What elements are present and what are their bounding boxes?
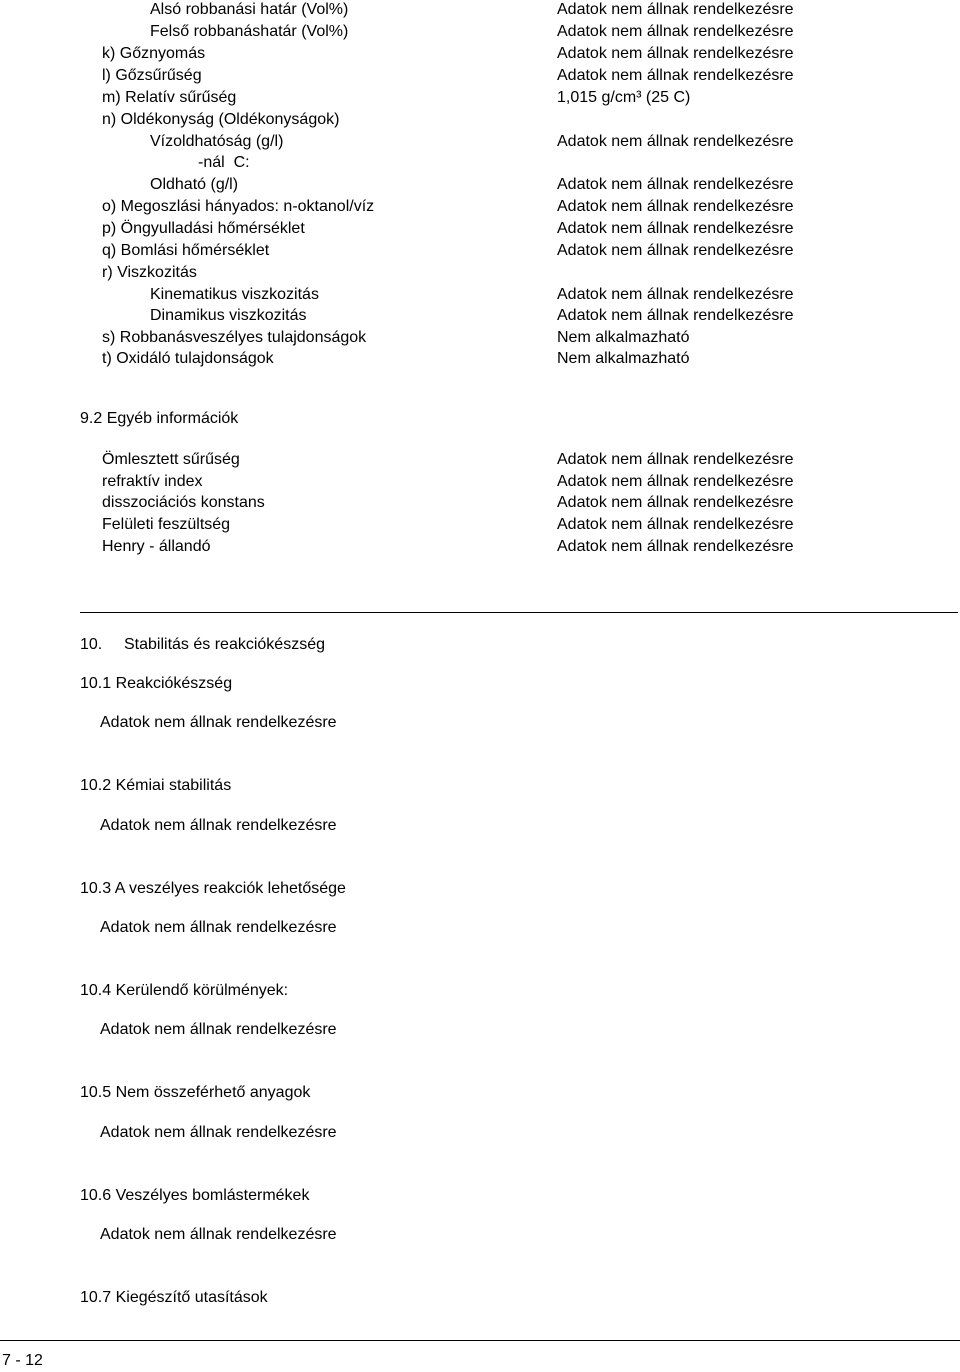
info-value: Adatok nem állnak rendelkezésre xyxy=(557,473,794,490)
info-label: Henry - állandó xyxy=(102,538,211,555)
property-value: Nem alkalmazható xyxy=(557,350,690,367)
footer-divider xyxy=(0,1340,960,1341)
subsection-text: Adatok nem állnak rendelkezésre xyxy=(100,714,337,731)
subsection-text: Adatok nem állnak rendelkezésre xyxy=(100,1021,337,1038)
property-value: 1,015 g/cm³ (25 C) xyxy=(557,89,691,106)
property-value: Adatok nem állnak rendelkezésre xyxy=(557,307,794,324)
section-title: Stabilitás és reakciókészség xyxy=(124,636,325,653)
property-label: k) Gőznyomás xyxy=(102,45,206,62)
subsection-heading: 10.1 Reakciókészség xyxy=(80,675,233,692)
property-label: Felső robbanáshatár (Vol%) xyxy=(150,23,349,40)
property-label: Vízoldhatóság (g/l) xyxy=(150,133,284,150)
info-value: Adatok nem állnak rendelkezésre xyxy=(557,516,794,533)
property-value: Adatok nem állnak rendelkezésre xyxy=(557,286,794,303)
info-label: Ömlesztett sűrűség xyxy=(102,451,240,468)
subsection-heading: 10.6 Veszélyes bomlástermékek xyxy=(80,1187,310,1204)
subsection-text: Adatok nem állnak rendelkezésre xyxy=(100,1124,337,1141)
property-value: Adatok nem állnak rendelkezésre xyxy=(557,198,794,215)
property-label: p) Öngyulladási hőmérséklet xyxy=(102,220,305,237)
property-label: q) Bomlási hőmérséklet xyxy=(102,242,270,259)
property-value: Adatok nem állnak rendelkezésre xyxy=(557,220,794,237)
property-value: Adatok nem állnak rendelkezésre xyxy=(557,45,794,62)
property-label: Kinematikus viszkozitás xyxy=(150,286,319,303)
property-label: t) Oxidáló tulajdonságok xyxy=(102,350,274,367)
property-value: Adatok nem állnak rendelkezésre xyxy=(557,1,794,18)
subsection-heading: 10.3 A veszélyes reakciók lehetősége xyxy=(80,880,346,897)
info-value: Adatok nem állnak rendelkezésre xyxy=(557,451,794,468)
property-value: Adatok nem állnak rendelkezésre xyxy=(557,67,794,84)
property-value: Adatok nem állnak rendelkezésre xyxy=(557,23,794,40)
subsection-text: Adatok nem állnak rendelkezésre xyxy=(100,919,337,936)
property-value: Adatok nem állnak rendelkezésre xyxy=(557,242,794,259)
info-label: Felületi feszültség xyxy=(102,516,231,533)
property-label: r) Viszkozitás xyxy=(102,264,197,281)
subsection-heading: 10.5 Nem összeférhető anyagok xyxy=(80,1084,311,1101)
section-divider xyxy=(80,612,958,613)
subsection-heading: 10.2 Kémiai stabilitás xyxy=(80,777,232,794)
info-value: Adatok nem állnak rendelkezésre xyxy=(557,494,794,511)
section-heading: 9.2 Egyéb információk xyxy=(80,410,239,427)
property-value: Adatok nem állnak rendelkezésre xyxy=(557,133,794,150)
property-label: -nál C: xyxy=(198,154,250,171)
info-label: disszociációs konstans xyxy=(102,494,265,511)
page-number: 7 - 12 xyxy=(2,1352,43,1369)
property-label: n) Oldékonyság (Oldékonyságok) xyxy=(102,111,340,128)
subsection-text: Adatok nem állnak rendelkezésre xyxy=(100,1226,337,1243)
property-value: Nem alkalmazható xyxy=(557,329,690,346)
property-label: Oldható (g/l) xyxy=(150,176,239,193)
property-label: s) Robbanásveszélyes tulajdonságok xyxy=(102,329,367,346)
property-label: Dinamikus viszkozitás xyxy=(150,307,307,324)
subsection-text: Adatok nem állnak rendelkezésre xyxy=(100,817,337,834)
subsection-heading: 10.4 Kerülendő körülmények: xyxy=(80,982,289,999)
property-value: Adatok nem állnak rendelkezésre xyxy=(557,176,794,193)
info-label: refraktív index xyxy=(102,473,203,490)
property-label: Alsó robbanási határ (Vol%) xyxy=(150,1,349,18)
info-value: Adatok nem állnak rendelkezésre xyxy=(557,538,794,555)
property-label: o) Megoszlási hányados: n-oktanol/víz xyxy=(102,198,375,215)
property-label: m) Relatív sűrűség xyxy=(102,89,237,106)
property-label: l) Gőzsűrűség xyxy=(102,67,202,84)
section-number: 10. xyxy=(80,636,103,653)
subsection-heading: 10.7 Kiegészítő utasítások xyxy=(80,1289,268,1306)
